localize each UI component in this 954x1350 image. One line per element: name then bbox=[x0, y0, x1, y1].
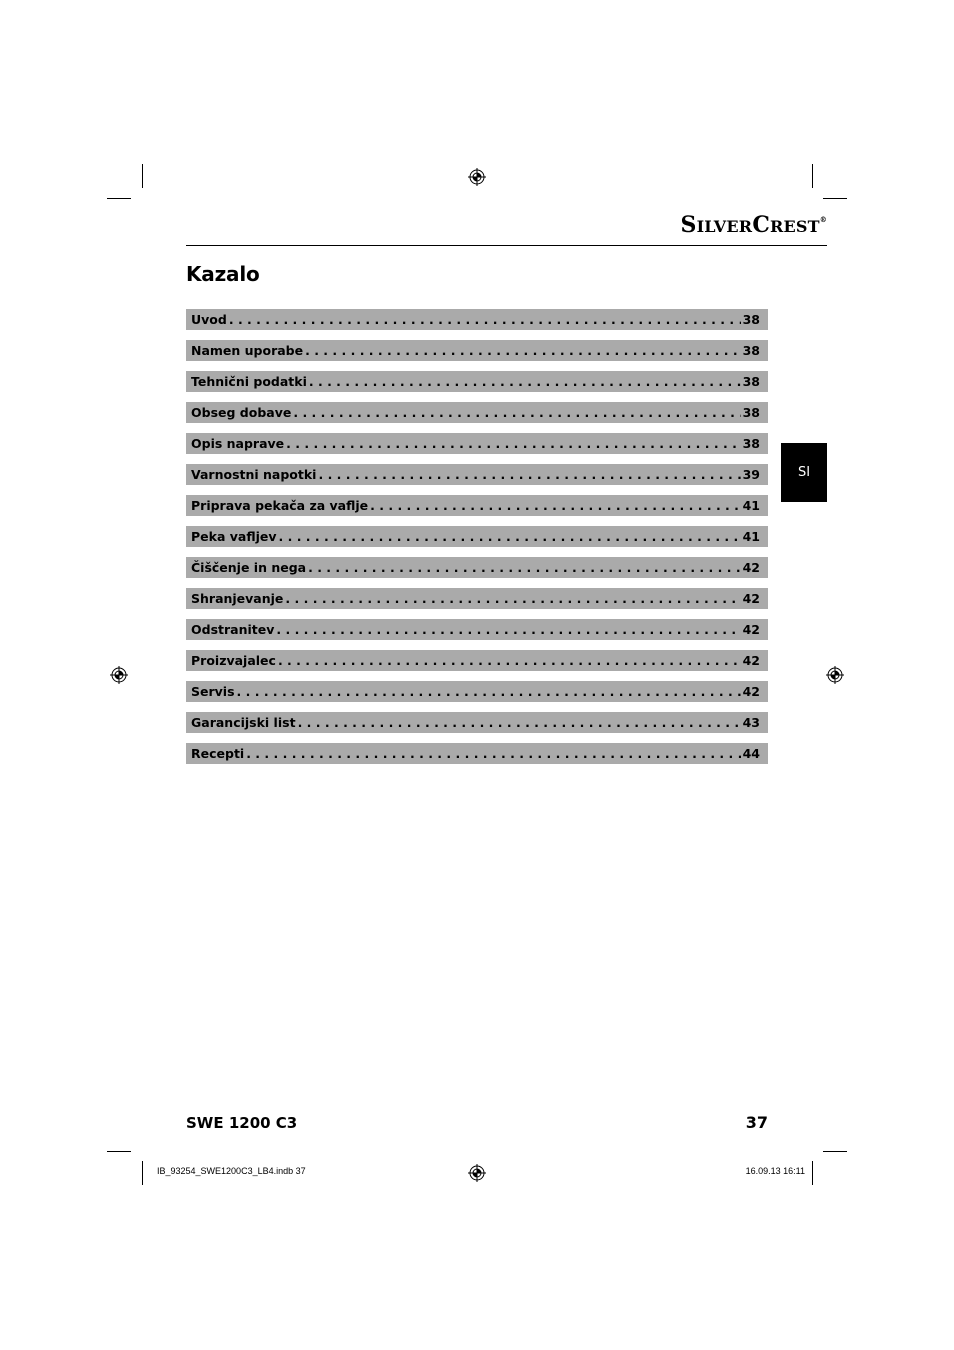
print-slug-file: IB_93254_SWE1200C3_LB4.indb 37 bbox=[157, 1166, 306, 1176]
header-rule bbox=[186, 245, 827, 246]
language-tab: SI bbox=[781, 443, 827, 502]
toc-entry-label: Garancijski list bbox=[191, 715, 296, 730]
toc-leader-dots bbox=[286, 436, 740, 451]
toc-entry[interactable] bbox=[186, 495, 768, 516]
registration-crosshair-icon bbox=[110, 666, 128, 684]
toc-leader-dots bbox=[309, 374, 741, 389]
toc-entry[interactable] bbox=[186, 557, 768, 578]
toc-entry-label: Peka vafljev bbox=[191, 529, 277, 544]
registration-crosshair-icon bbox=[468, 168, 486, 186]
crop-mark-top-left-h bbox=[107, 198, 131, 199]
page-title: Kazalo bbox=[186, 262, 260, 286]
brand-logo bbox=[680, 212, 827, 238]
toc-entry-page: 42 bbox=[742, 653, 760, 668]
brand-ilver: ILVER bbox=[696, 217, 753, 236]
toc-leader-dots bbox=[293, 405, 740, 420]
toc-entry-page: 38 bbox=[742, 312, 760, 327]
toc-entry[interactable] bbox=[186, 743, 768, 764]
toc-leader-dots bbox=[246, 746, 740, 761]
toc-leader-dots bbox=[318, 467, 740, 482]
toc-entry-page: 42 bbox=[742, 622, 760, 637]
toc-entry-page: 42 bbox=[742, 591, 760, 606]
toc-leader-dots bbox=[278, 653, 741, 668]
toc-leader-dots bbox=[276, 622, 740, 637]
toc-leader-dots bbox=[237, 684, 741, 699]
toc-entry-label: Uvod bbox=[191, 312, 227, 327]
toc-entry[interactable] bbox=[186, 340, 768, 361]
toc-entry[interactable] bbox=[186, 588, 768, 609]
toc-entry-label: Namen uporabe bbox=[191, 343, 304, 358]
toc-entry[interactable] bbox=[186, 681, 768, 702]
toc-entry[interactable] bbox=[186, 712, 768, 733]
registered-mark: ® bbox=[819, 215, 827, 224]
toc-entry-page: 38 bbox=[742, 374, 760, 389]
toc-entry[interactable] bbox=[186, 433, 768, 454]
toc-entry-label: Odstranitev bbox=[191, 622, 275, 637]
toc-entry-label: Čiščenje in nega bbox=[191, 560, 307, 575]
toc-entry-page: 38 bbox=[742, 405, 760, 420]
toc-leader-dots bbox=[285, 591, 740, 606]
toc-entry-label: Recepti bbox=[191, 746, 245, 761]
toc-entry-label: Opis naprave bbox=[191, 436, 285, 451]
toc-entry-label: Proizvajalec bbox=[191, 653, 276, 668]
toc-entry-page: 42 bbox=[742, 684, 760, 699]
toc-entry-page: 44 bbox=[742, 746, 760, 761]
toc-entry[interactable] bbox=[186, 650, 768, 671]
registration-crosshair-icon bbox=[468, 1164, 486, 1182]
toc-entry-page: 41 bbox=[742, 529, 760, 544]
toc-entry[interactable] bbox=[186, 526, 768, 547]
toc-entry-label: Tehnični podatki bbox=[191, 374, 307, 389]
toc-entry[interactable] bbox=[186, 619, 768, 640]
crop-mark-bottom-right-v bbox=[812, 1161, 813, 1185]
toc-entry-label: Priprava pekača za vaflje bbox=[191, 498, 369, 513]
toc-leader-dots bbox=[229, 312, 741, 327]
toc-entry-page: 41 bbox=[742, 498, 760, 513]
crop-mark-top-right-v bbox=[812, 164, 813, 188]
toc-entry[interactable] bbox=[186, 371, 768, 392]
brand-letter-s: S bbox=[680, 212, 697, 238]
print-slug-date: 16.09.13 16:11 bbox=[745, 1166, 805, 1176]
toc-entry-label: Servis bbox=[191, 684, 235, 699]
toc-leader-dots bbox=[305, 343, 740, 358]
toc-entry-page: 38 bbox=[742, 436, 760, 451]
toc-entry[interactable] bbox=[186, 309, 768, 330]
toc-leader-dots bbox=[279, 529, 741, 544]
toc-leader-dots bbox=[298, 715, 741, 730]
toc-entry-label: Obseg dobave bbox=[191, 405, 292, 420]
registration-crosshair-icon bbox=[826, 666, 844, 684]
crop-mark-bottom-left-h bbox=[107, 1151, 131, 1152]
model-number: SWE 1200 C3 bbox=[186, 1114, 298, 1132]
brand-rest: REST bbox=[770, 217, 820, 236]
toc-leader-dots bbox=[308, 560, 740, 575]
crop-mark-top-right-h bbox=[823, 198, 847, 199]
crop-mark-bottom-right-h bbox=[823, 1151, 847, 1152]
toc-entry-page: 39 bbox=[742, 467, 760, 482]
toc-entry-label: Varnostni napotki bbox=[191, 467, 317, 482]
toc-entry-label: Shranjevanje bbox=[191, 591, 284, 606]
crop-mark-bottom-left-v bbox=[142, 1161, 143, 1185]
crop-mark-top-left-v bbox=[142, 164, 143, 188]
toc-entry[interactable] bbox=[186, 402, 768, 423]
toc-leader-dots bbox=[370, 498, 740, 513]
toc-entry[interactable] bbox=[186, 464, 768, 485]
toc-entry-page: 42 bbox=[742, 560, 760, 575]
brand-letter-c: C bbox=[752, 212, 771, 238]
toc-entry-page: 43 bbox=[742, 715, 760, 730]
page-number: 37 bbox=[745, 1113, 768, 1132]
toc-entry-page: 38 bbox=[742, 343, 760, 358]
table-of-contents bbox=[186, 309, 768, 774]
